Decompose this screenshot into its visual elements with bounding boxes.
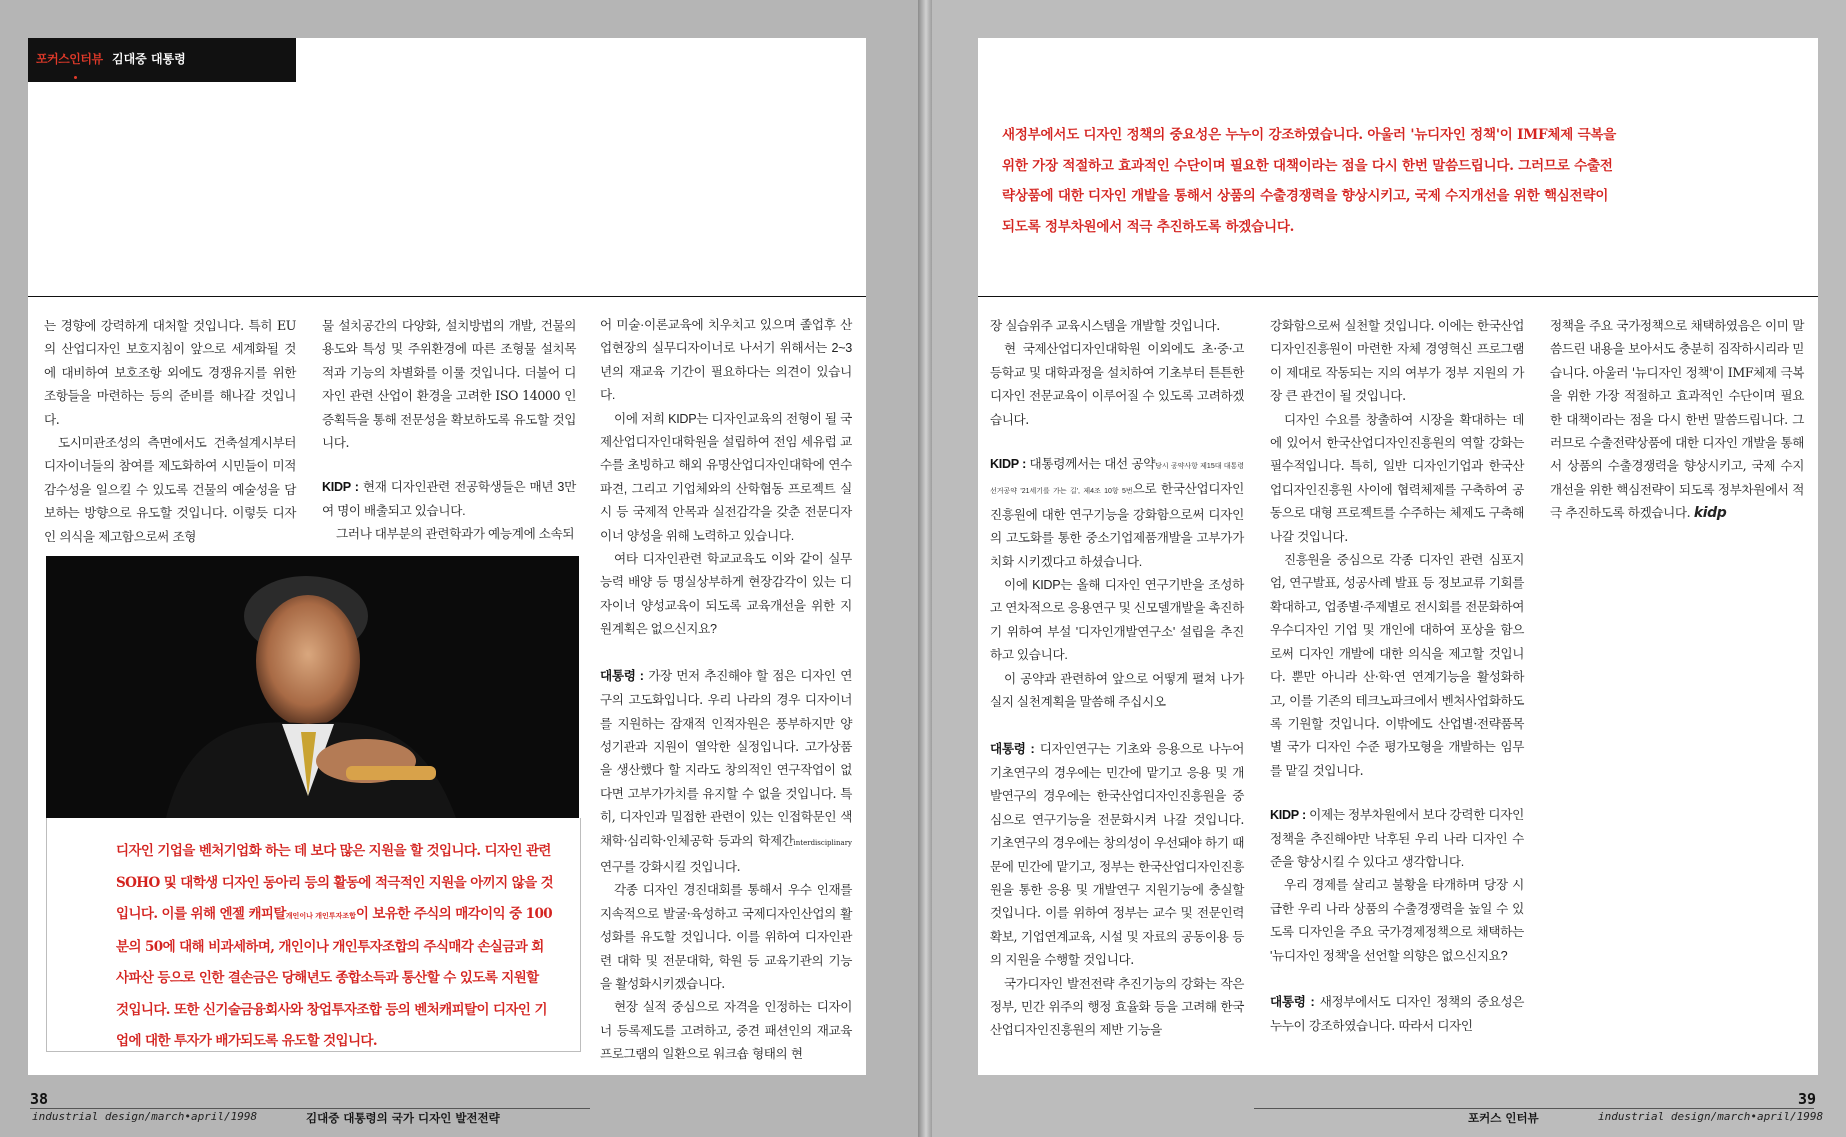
answer-footnote: interdisciplinary — [793, 838, 852, 847]
pull-quote-line: 략상품에 대한 디자인 개발을 통해서 상품의 수출경쟁력을 향상시키고, 국제 수지개선을 위한 핵심전략이 — [1002, 188, 1609, 204]
portrait-photo-speaker — [46, 556, 579, 818]
question-footnote: 당시 공약사항 제15대 대통령 선거공약 '21세기를 가는 길', 제4조 10항 5번 — [990, 463, 1244, 496]
answer-text: 가장 먼저 추진해야 할 점은 디자인 연구의 고도화입니다. 우리 나라의 경우 디자이너를 지원하는 잠재적 인적자원은 풍부하지만 양성기관과 지원이 열악한 실정입니다. 고가상품을 생산했다 할 지라도 창의적인 연구작업이 없다면 고부가가치를 유지할 수 없을 것입니다. 특히, 디자인과 밀접한 관련이 있는 인접학문인 색채학·심리학·인체공학 등과의 학제간 — [600, 667, 852, 848]
paragraph: 그러나 대부분의 관련학과가 예능계에 소속되 — [336, 527, 575, 542]
paragraph: 현 국제산업디자인대학원 이외에도 초·중·고등학교 및 대학과정을 설치하여 기초부터 튼튼한 디자인 전문교육이 이루어질 수 있도록 고려하겠습니다. — [990, 341, 1244, 427]
kidp-signature: kidp — [1693, 505, 1727, 522]
answer-text: 연구를 강화시킬 것입니다. — [600, 858, 741, 874]
paragraph: 이에 저희 KIDP는 디자인교육의 전형이 될 국제산업디자인대학원을 설립하여 전임 세유럽 교수를 초빙하고 해외 유명산업디자인대학에 연수파견, 그리고 기업체와의 산학협동 프로젝트 실시 등 국제적 안목과 실전감각을 갖춘 전문디자이너 양성을 위해 노력하고 있습니다. — [600, 411, 852, 543]
paragraph: 물 설치공간의 다양화, 설치방법의 개발, 건물의 용도와 특성 및 주위환경에 따른 조형물 설치목적과 기능의 차별화를 이룰 것입니다. 더불어 디자인 관련 산업이 환경을 고려한 ISO 14000 인증획득을 통해 전문성을 확보하도록 유도할 것입니다. — [322, 318, 576, 451]
pull-quote-line: 되도록 정부차원에서 적극 추진하도록 하겠습니다. — [1002, 218, 1295, 235]
paragraph: 여타 디자인관련 학교교육도 이와 같이 실무능력 배양 등 명실상부하게 현장감각이 있는 디자이너 양성교육이 되도록 교육개선을 위한 지원계획은 없으신지요? — [600, 552, 852, 637]
pull-quote-line: 업에 대한 투자가 배가되도록 유도할 것입니다. — [116, 1033, 377, 1049]
question-text: 이제는 정부차원에서 보다 강력한 디자인 정책을 추진해야만 낙후된 우리 나라 디자인 수준을 향상시킬 수 있다고 생각합니다. — [1270, 808, 1524, 869]
paragraph: 국가디자인 발전전략 추진기능의 강화는 작은 정부, 민간 위주의 행정 효율화 등을 고려해 한국산업디자인진흥원의 제반 기능을 — [990, 975, 1244, 1038]
paragraph: 각종 디자인 경진대회를 통해서 우수 인재를 지속적으로 발굴·육성하고 국제디자인산업의 활성화를 유도할 것입니다. 이를 위하여 디자인관련 대학 및 전문대학, 학원 등 교육기관의 기능을 활성화시키겠습니다. — [600, 882, 852, 991]
question-text: 대통령께서는 대선 공약 — [1026, 457, 1156, 472]
pull-quote-line: 분의 50에 대해 비과세하며, 개인이나 개인투자조합의 주식매각 손실금과 회 — [116, 938, 544, 955]
left-column-1 — [44, 314, 296, 548]
section-label: 포커스 인터뷰 — [1468, 1111, 1539, 1125]
pull-quote-line: 새정부에서도 디자인 정책의 중요성은 누누이 강조하였습니다. 아울러 '뉴디자인 정책'이 IMF체제 극복을 — [1002, 127, 1617, 143]
interviewer-label: KIDP : — [322, 480, 359, 495]
question-text: 현재 디자인관련 전공학생들은 매년 3만여 명이 배출되고 있습니다. — [322, 480, 576, 518]
president-label: 대통령 : — [1270, 994, 1315, 1009]
paragraph: 이 공약과 관련하여 앞으로 어떻게 펼쳐 나가실지 실천계획을 말씀해 주십시오 — [990, 671, 1244, 710]
paragraph: 이에 KIDP는 올해 디자인 연구기반을 조성하고 연차적으로 응용연구 및 신모델개발을 촉진하기 위하여 부설 '디자인개발연구소' 설립을 추진하고 있습니다. — [990, 578, 1244, 663]
footer-rule-right — [1254, 1108, 1814, 1109]
president-label: 대통령 : — [600, 668, 644, 683]
pull-quote-fragment: 이 보유한 주식의 매각이익 중 100 — [355, 906, 553, 922]
paragraph: 진흥원을 중심으로 각종 디자인 관련 심포지엄, 연구발표, 성공사례 발표 등 정보교류 기회를 확대하고, 업종별·주제별로 전시회를 전문화하여 우수디자인 기업 및 개인에 대하여 포상을 함으로써 디자인 개발에 대한 의식을 제고할 것입니다. 뿐만 아니라 산·학·연 연계기능을 활성화하고, 이를 기존의 테크노파크에서 벤처사업화하도록 기원할 것입니다. 이밖에도 산업별·전략품목별 국가 디자인 수준 평가모형을 개발하는 임무를 맡길 것입니다. — [1270, 552, 1524, 778]
question-text: 으로 한국산업디자인진흥원에 대한 연구기능을 강화함으로써 디자인의 고도화를 통한 중소기업제품개발을 고부가가치화 시키겠다고 하셨습니다. — [990, 482, 1244, 569]
pull-quote-line: SOHO 및 대학생 디자인 동아리 등의 활동에 적극적인 지원을 아끼지 않을 것 — [116, 874, 554, 891]
page-number-right: 39 — [1798, 1090, 1817, 1108]
paragraph: 는 경향에 강력하게 대처할 것입니다. 특히 EU의 산업디자인 보호지침이 앞으로 세계화될 것에 대비하여 보호조항 외에도 경쟁유지를 위한 조항들을 마련하는 등의 준비를 해나갈 것입니다. — [44, 318, 296, 427]
president-label: 대통령 : — [990, 741, 1035, 756]
right-column-1 — [990, 314, 1244, 1042]
interviewer-label: KIDP : — [990, 457, 1027, 472]
left-pull-quote — [116, 836, 578, 1058]
category-label: 포커스인터뷰 — [36, 52, 103, 66]
paragraph: 현장 실적 중심으로 자격을 인정하는 디자이너 등록제도를 고려하고, 중견 패션인의 재교육 프로그램의 일환으로 워크숍 형태의 현 — [600, 999, 852, 1062]
right-column-3 — [1550, 314, 1804, 526]
footer-rule-left — [30, 1108, 590, 1109]
paragraph: 도시미관조성의 측면에서도 건축설계시부터 디자이너들의 참여를 제도화하여 시민들이 미적 감수성을 일으킬 수 있도록 건물의 예술성을 담보하는 방향으로 유도할 것입니다. 이렇듯 디자인 의식을 제고함으로써 조형 — [44, 435, 296, 544]
left-column-2 — [322, 314, 576, 547]
pull-quote-line: 디자인 기업을 벤처기업화 하는 데 보다 많은 지원을 할 것입니다. 디자인 관련 — [116, 843, 551, 859]
pull-quote-footnote: 개인이나 개인투자조합 — [285, 911, 356, 920]
paragraph: 우리 경제를 살리고 불황을 타개하며 당장 시급한 우리 나라 상품의 수출경쟁력을 높일 수 있도록 디자인을 주요 국가경제정책으로 채택하는 '뉴디자인 정책'을 선언할 의향은 없으신지요? — [1270, 878, 1524, 963]
paragraph: 장 실습위주 교육시스템을 개발할 것입니다. — [990, 318, 1220, 333]
pull-quote-line — [116, 899, 578, 932]
answer-text: 새정부에서도 디자인 정책의 중요성은 누누이 강조하였습니다. 따라서 디자인 — [1270, 993, 1524, 1034]
paragraph: 강화함으로써 실천할 것입니다. 이에는 한국산업디자인진흥원이 마련한 자체 경영혁신 프로그램이 제대로 작동되는 지의 여부가 정부 지원의 가장 큰 관건이 될 것입니다. — [1270, 318, 1524, 404]
right-column-2 — [1270, 314, 1524, 1038]
answer-text: 디자인연구는 기초와 응용으로 나누어 기초연구의 경우에는 민간에 맡기고 응용 및 개발연구의 경우에는 한국산업디자인진흥원을 중심으로 연구기능을 전문화시켜 나갈 것입니다. 기초연구의 경우에는 창의성이 우선돼야 하기 때문에 민간에 맡기고, 정부는 한국산업디자인진흥원을 통한 응용 및 개발연구 지원기능에 충실할 것입니다. 이를 위하여 정부는 교수 및 전문인력 확보, 기업연계교육, 시설 및 자료의 공동이용 등의 지원을 수행할 것입니다. — [990, 740, 1244, 968]
red-dot-mark — [74, 76, 77, 79]
president-photo — [46, 556, 579, 818]
paragraph: 정책을 주요 국가정책으로 채택하였음은 이미 말씀드린 내용을 보아서도 충분히 짐작하시리라 믿습니다. 아울러 '뉴디자인 정책'이 IMF체제 극복을 위한 가장 적절하고 효과적인 수단이며 필요한 대책이라는 점을 다시 한번 말씀드립니다. 그러므로 수출전략상품에 대한 디자인 개발을 통해서 상품의 수출경쟁력을 향상시키고, 국제 수지개선을 위한 핵심전략이 되도록 정부차원에서 적극 추진하도록 하겠습니다. — [1550, 318, 1804, 521]
right-top-rule — [978, 296, 1818, 297]
magazine-name-right: industrial design/march•april/1998 — [1598, 1110, 1824, 1123]
left-column-3 — [600, 314, 852, 1066]
interviewer-label: KIDP : — [1270, 808, 1306, 823]
magazine-name-left: industrial design/march•april/1998 — [32, 1110, 258, 1123]
article-title: 김대중 대통령의 국가 디자인 발전전략 — [306, 1111, 500, 1125]
header-title: 김대중 대통령 — [112, 52, 186, 66]
paragraph: 어 미술·이론교육에 치우치고 있으며 졸업후 산업현장의 실무디자이너로 나서기 위해서는 2~3년의 재교육 기간이 필요하다는 의견이 있습니다. — [600, 318, 852, 403]
page-number-left: 38 — [30, 1090, 49, 1108]
pull-quote-line: 사파산 등으로 인한 결손금은 당해년도 종합소득과 통산할 수 있도록 지원할 — [116, 970, 539, 986]
paragraph: 디자인 수요를 창출하여 시장을 확대하는 데에 있어서 한국산업디자인진흥원의 역할 강화는 필수적입니다. 특히, 일반 디자인기업과 한국산업디자인진흥원 사이에 협력체제를 구축하여 공동으로 대형 프로젝트를 수주하는 체제도 구축해 나갈 것입니다. — [1270, 411, 1524, 544]
pull-quote-fragment: 입니다. 이를 위해 엔젤 캐피탈 — [116, 906, 286, 922]
left-top-rule — [28, 296, 866, 297]
right-pull-quote — [1002, 120, 1662, 242]
pull-quote-line: 것입니다. 또한 신기술금융회사와 창업투자조합 등의 벤처캐피탈이 디자인 기 — [116, 1001, 547, 1018]
pull-quote-line: 위한 가장 적절하고 효과적인 수단이며 필요한 대책이라는 점을 다시 한번 말씀드립니다. 그러므로 수출전 — [1002, 157, 1613, 174]
